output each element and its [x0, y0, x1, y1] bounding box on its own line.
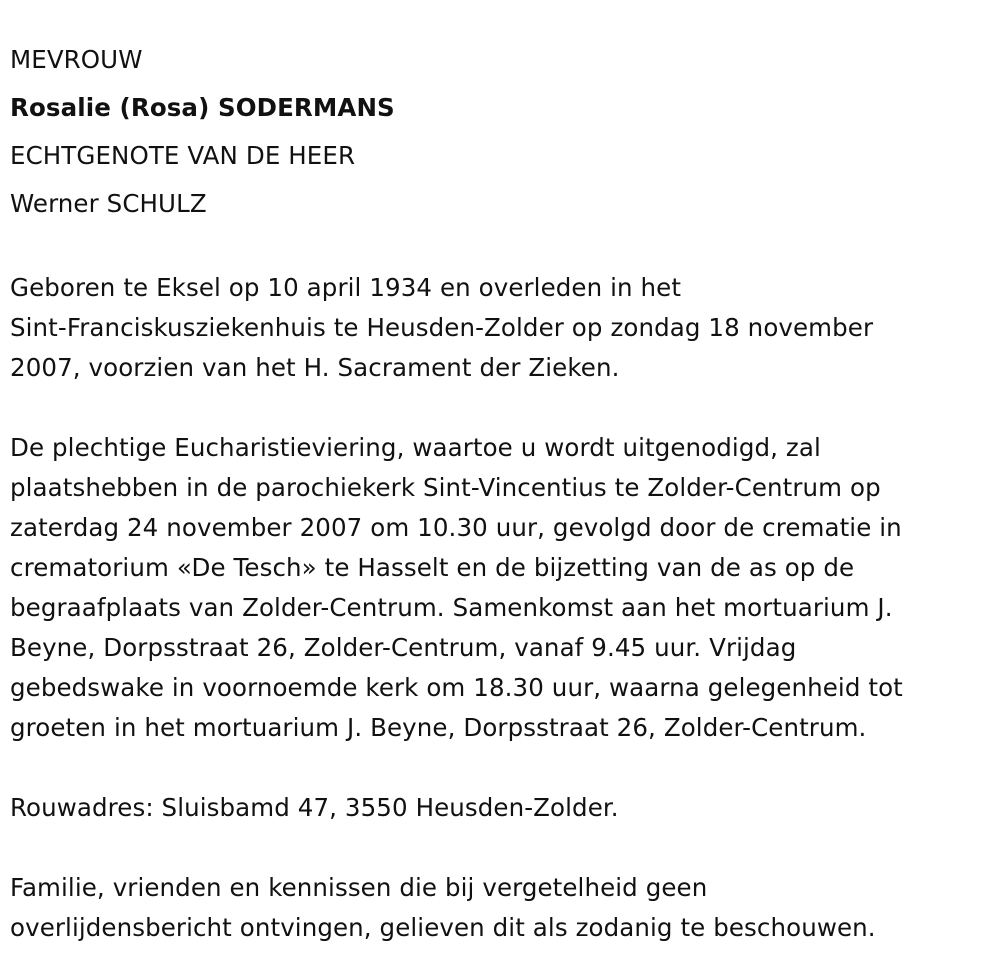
birth-death-paragraph — [10, 268, 990, 388]
paragraph-line: Familie, vrienden en kennissen die bij vergetelheid geen — [10, 873, 708, 902]
paragraph-line: begraafplaats van Zolder-Centrum. Samenkomst aan het mortuarium J. — [10, 593, 893, 622]
paragraph-line: De plechtige Eucharistieviering, waartoe u wordt uitgenodigd, zal — [10, 433, 821, 462]
address-paragraph — [10, 788, 990, 828]
paragraph-line: zaterdag 24 november 2007 om 10.30 uur, gevolgd door de crematie in — [10, 513, 902, 542]
deceased-name: Rosalie (Rosa) SODERMANS — [10, 93, 395, 122]
spacer — [10, 388, 990, 428]
paragraph-line: Geboren te Eksel op 10 april 1934 en overleden in het — [10, 273, 682, 302]
obituary-document — [10, 36, 990, 948]
spacer — [10, 828, 990, 868]
paragraph-line: gebedswake in voornoemde kerk om 18.30 uur, waarna gelegenheid tot — [10, 673, 903, 702]
paragraph-line: 2007, voorzien van het H. Sacrament der Zieken. — [10, 353, 620, 382]
title-text: MEVROUW — [10, 45, 143, 74]
relation-text: ECHTGENOTE VAN DE HEER — [10, 141, 356, 170]
paragraph-line: Beyne, Dorpsstraat 26, Zolder-Centrum, vanaf 9.45 uur. Vrijdag — [10, 633, 797, 662]
paragraph-line: groeten in het mortuarium J. Beyne, Dorpsstraat 26, Zolder-Centrum. — [10, 713, 867, 742]
spacer — [10, 748, 990, 788]
mourning-address: Rouwadres: Sluisbamd 47, 3550 Heusden-Zolder. — [10, 793, 619, 822]
spacer — [10, 228, 990, 268]
paragraph-line: Sint-Franciskusziekenhuis te Heusden-Zolder op zondag 18 november — [10, 313, 874, 342]
paragraph-line: crematorium «De Tesch» te Hasselt en de bijzetting van de as op de — [10, 553, 855, 582]
notice-paragraph — [10, 868, 990, 948]
header-block — [10, 36, 990, 228]
ceremony-paragraph — [10, 428, 990, 748]
paragraph-line: plaatshebben in de parochiekerk Sint-Vincentius te Zolder-Centrum op — [10, 473, 881, 502]
paragraph-line: overlijdensbericht ontvingen, gelieven dit als zodanig te beschouwen. — [10, 913, 876, 942]
spouse-name: Werner SCHULZ — [10, 189, 207, 218]
